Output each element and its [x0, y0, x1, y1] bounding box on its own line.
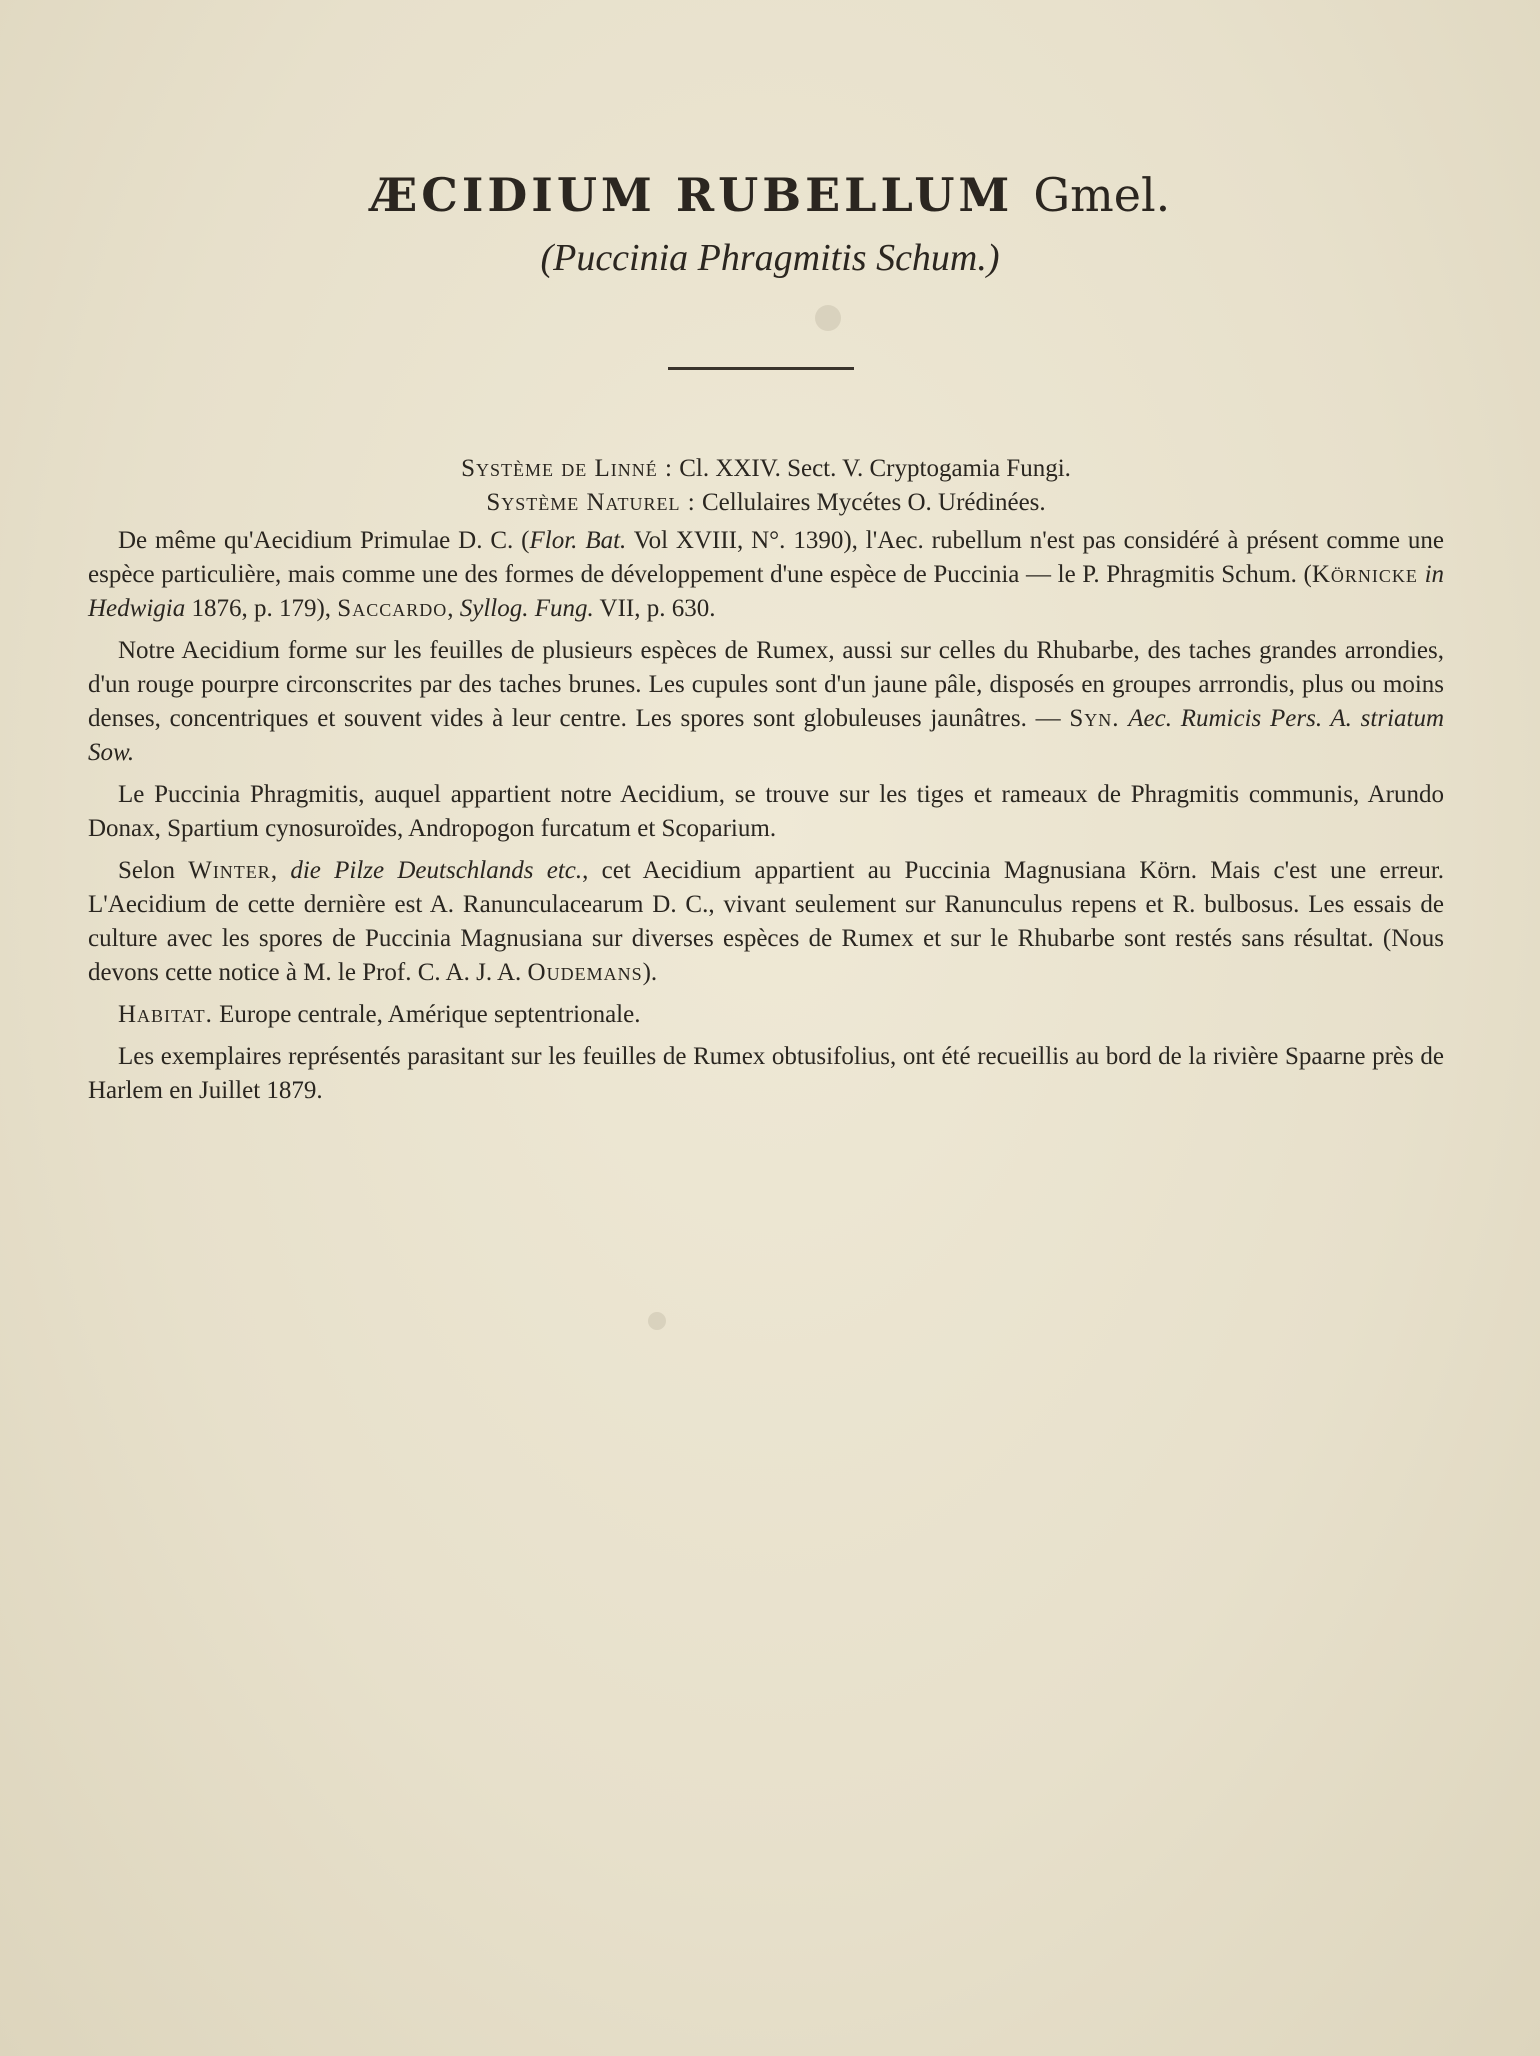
paragraph-habitat: Habitat. Europe centrale, Amérique septentrionale. [118, 1001, 641, 1028]
document-body [88, 452, 1444, 1116]
paper-stain [815, 305, 841, 331]
title-main: ÆCIDIUM RUBELLUM [369, 168, 1014, 222]
paragraph-taxonomy: De même qu'Aecidium Primulae D. C. (Flor. Bat. Vol XVIII, N°. 1390), l'Aec. rubellum n'est pas considéré à présent comme une espèce particulière, mais comme une des formes de développement d'une espèce de Puccinia — le P. Phragmitis Schum. (Körnicke in Hedwigia 1876, p. 179), Saccardo, Syllog. Fung. VII, p. 630. [88, 527, 1445, 622]
naturel-value: Cellulaires Mycétes O. Urédinées. [702, 489, 1046, 516]
paragraph-hosts: Le Puccinia Phragmitis, auquel appartient notre Aecidium, se trouve sur les tiges et rameaux de Phragmitis communis, Arundo Donax, Spartium cynosuroïdes, Andropogon furcatum et Scoparium. [88, 781, 1444, 842]
linne-line [88, 452, 1444, 486]
title-author: Gmel. [1033, 168, 1171, 222]
linne-label: Système de Linné : [461, 455, 673, 482]
paragraph-winter: Selon Winter, die Pilze Deutschlands etc., cet Aecidium appartient au Puccinia Magnusiana Körn. Mais c'est une erreur. L'Aecidium de cette dernière est A. Ranunculacearum D. C., vivant seulement sur Ranunculus repens et R. bulbosus. Les essais de culture avec les spores de Puccinia Magnusiana sur diverses espèces de Rumex et sur le Rhubarbe sont restés sans résultat. (Nous devons cette notice à M. le Prof. C. A. J. A. Oudemans). [88, 857, 1445, 986]
naturel-line [88, 486, 1444, 520]
naturel-label: Système Naturel : [486, 489, 696, 516]
linne-value: Cl. XXIV. Sect. V. Cryptogamia Fungi. [679, 455, 1071, 482]
paragraph-description: Notre Aecidium forme sur les feuilles de plusieurs espèces de Rumex, aussi sur celles du Rhubarbe, des taches grandes arrondies, d'un rouge pourpre circonscrites par des taches brunes. Les cupules sont d'un jaune pâle, disposés en groupes arrrondis, plus ou moins denses, concentriques et souvent vides à leur centre. Les spores sont globuleuses jaunâtres. — Syn. Aec. Rumicis Pers. A. striatum Sow. [88, 637, 1445, 766]
title-block [0, 168, 1540, 280]
title-divider [668, 367, 854, 370]
page-title [0, 168, 1540, 222]
paragraph-specimens: Les exemplaires représentés parasitant sur les feuilles de Rumex obtusifolius, ont été recueillis au bord de la rivière Spaarne près de Harlem en Juillet 1879. [88, 1043, 1444, 1104]
paper-stain [648, 1312, 666, 1330]
page-subtitle: (Puccinia Phragmitis Schum.) [540, 237, 1000, 279]
